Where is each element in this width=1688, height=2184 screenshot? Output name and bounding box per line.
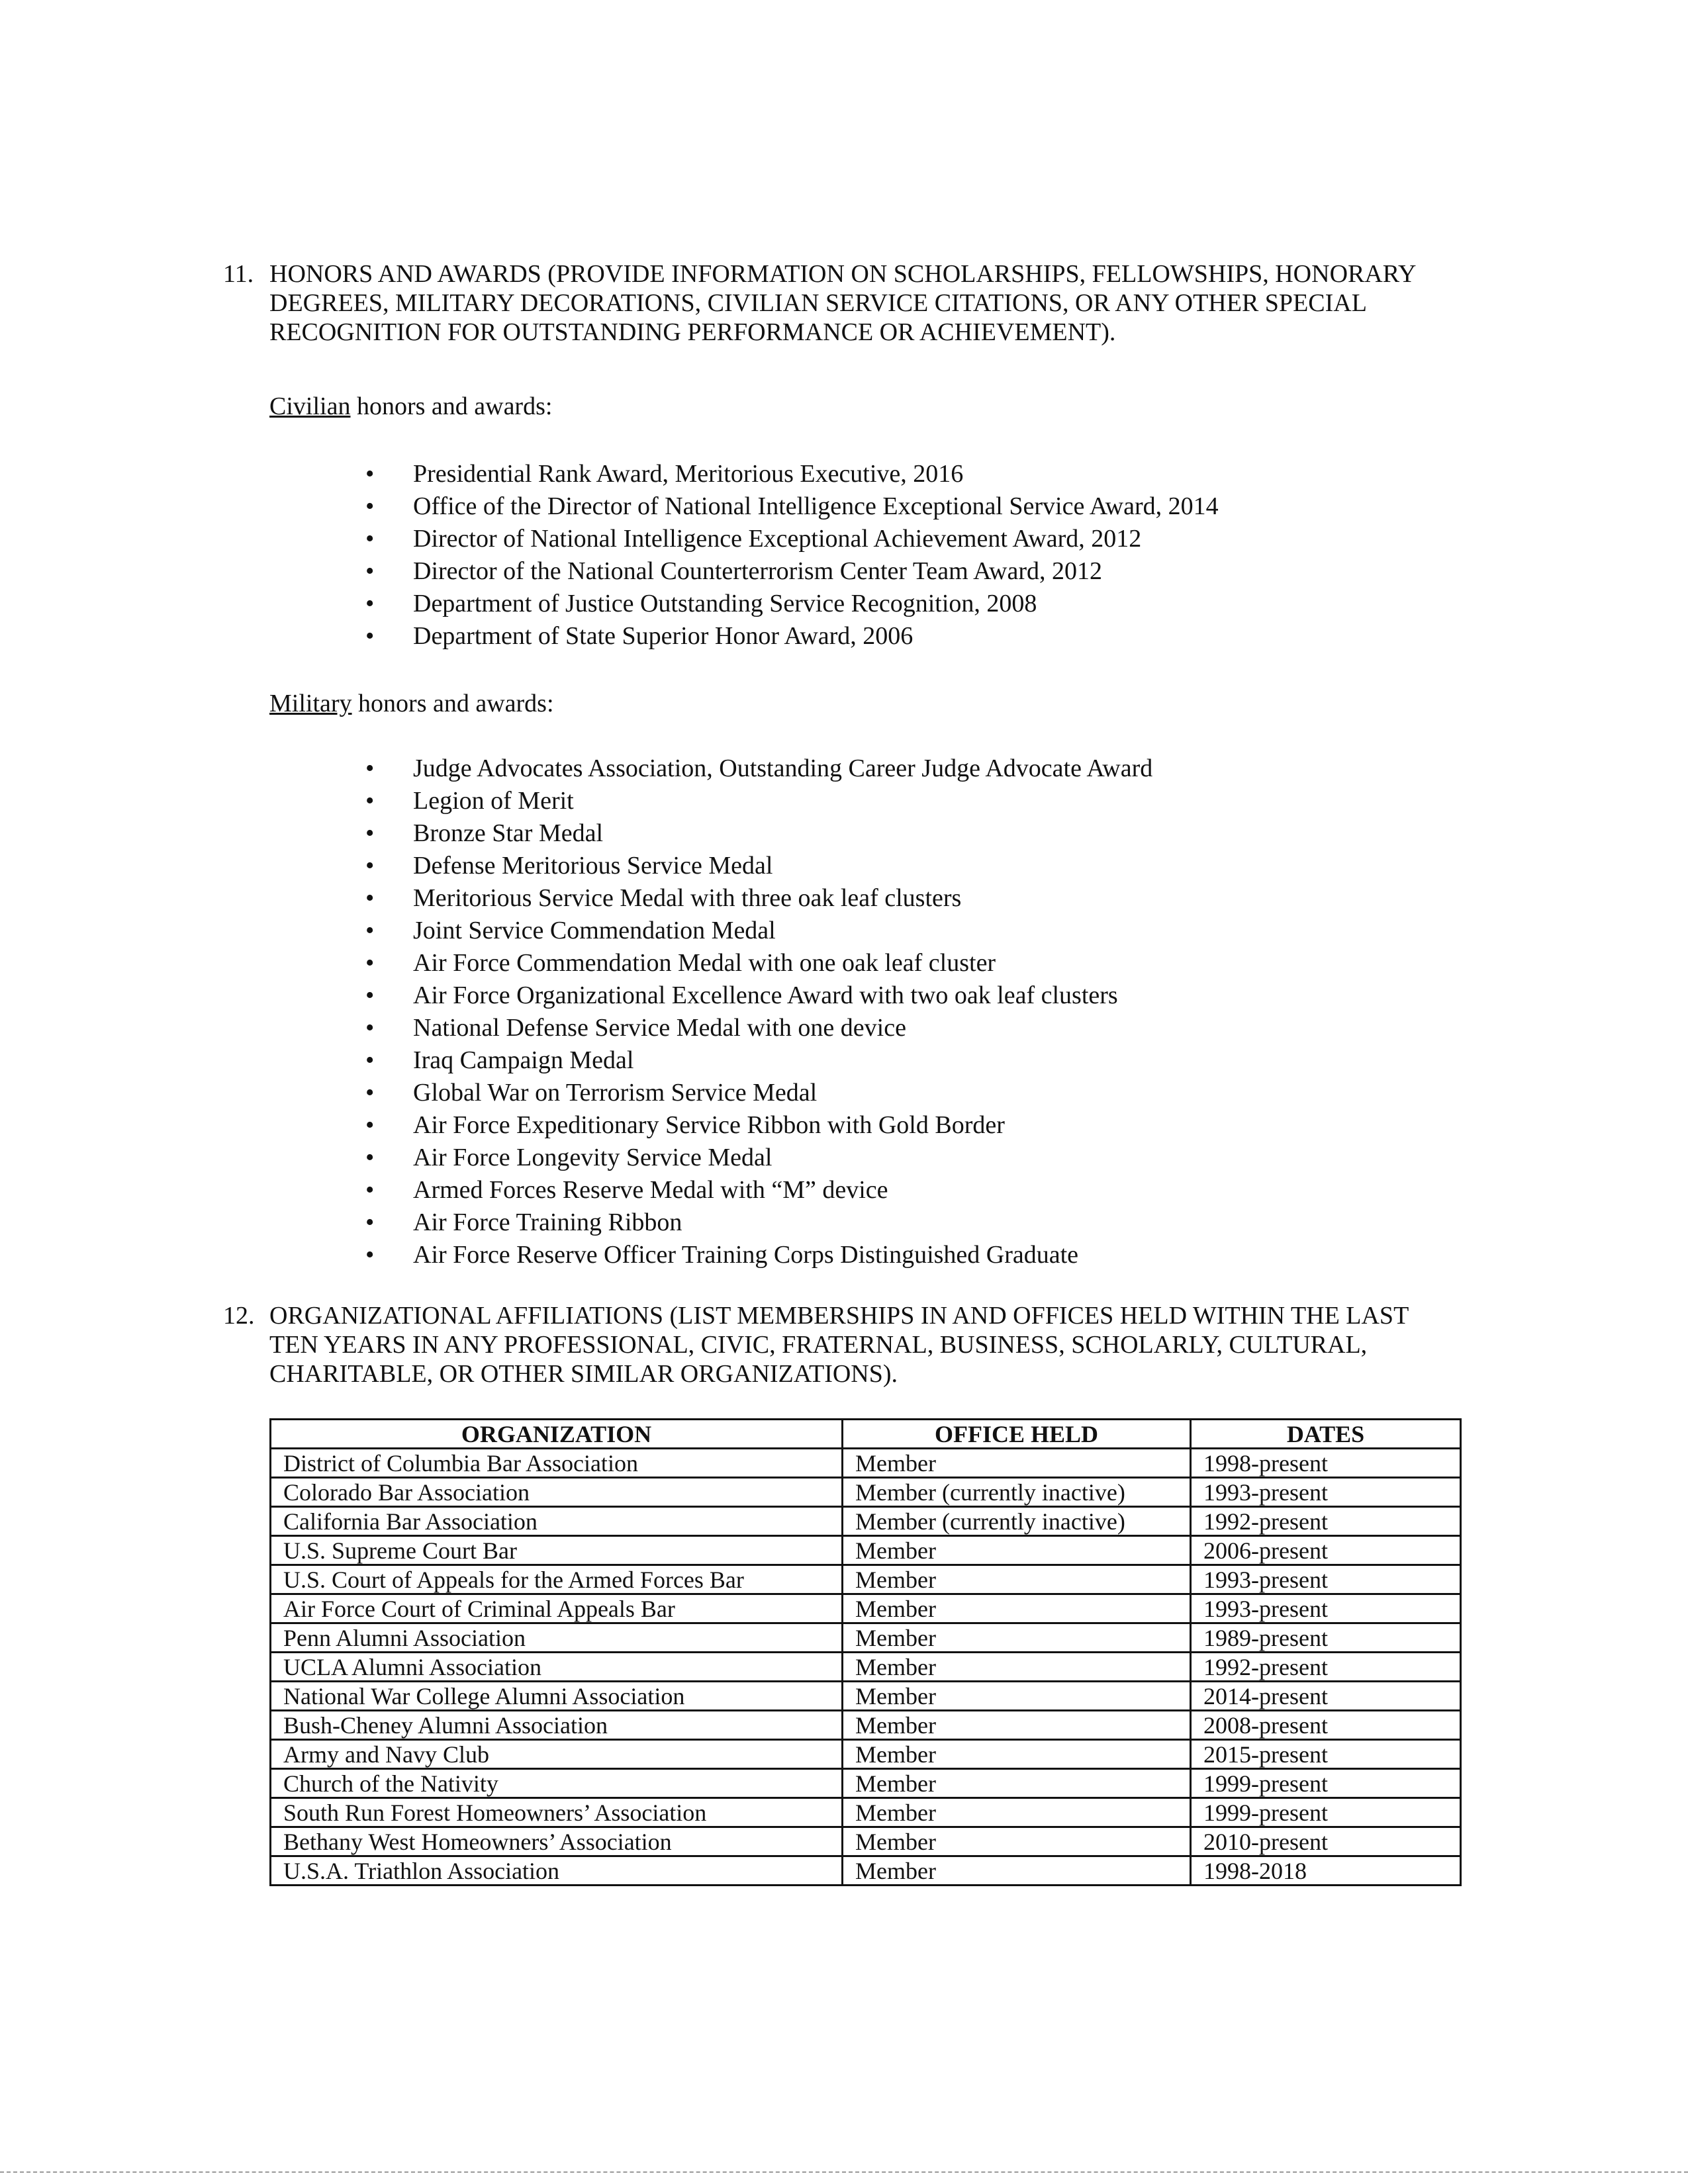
award-text: Director of the National Counterterrorism Center Team Award, 2012 [413, 557, 1103, 585]
award-item [365, 1174, 1152, 1206]
award-item [365, 620, 1219, 653]
award-item [365, 1206, 1152, 1239]
award-item [365, 1012, 1152, 1044]
award-text: Office of the Director of National Intelligence Exceptional Service Award, 2014 [413, 492, 1219, 520]
organization-cell: Penn Alumni Association [271, 1623, 843, 1653]
award-text: Department of State Superior Honor Award, 2006 [413, 622, 914, 650]
award-text: Air Force Training Ribbon [413, 1208, 682, 1236]
award-item [365, 979, 1152, 1012]
dates-cell: 1993-present [1191, 1565, 1461, 1594]
award-item [365, 1142, 1152, 1174]
table-row [271, 1449, 1461, 1478]
organization-cell: U.S.A. Triathlon Association [271, 1856, 843, 1886]
table-row [271, 1565, 1461, 1594]
table-row [271, 1594, 1461, 1623]
civilian-label-rest: honors and awards: [350, 392, 553, 420]
award-item [365, 947, 1152, 979]
organization-cell: National War College Alumni Association [271, 1682, 843, 1711]
award-text: Air Force Expeditionary Service Ribbon with Gold Border [413, 1111, 1005, 1139]
dates-cell: 2006-present [1191, 1536, 1461, 1565]
bullet-icon: • [365, 1111, 375, 1139]
office-held-cell: Member [843, 1769, 1191, 1798]
military-awards-list [365, 752, 1152, 1271]
office-held-cell: Member [843, 1653, 1191, 1682]
table-row [271, 1682, 1461, 1711]
section-title: ORGANIZATIONAL AFFILIATIONS (LIST MEMBERSHIPS IN AND OFFICES HELD WITHIN THE LAST TEN YEARS IN ANY PROFESSIONAL, CIVIC, FRATERNAL, BUSINESS, SCHOLARLY, CULTURAL, CHARITABLE, OR OTHER SIMILAR ORGANIZATIONS). [269, 1302, 1409, 1388]
award-item [365, 915, 1152, 947]
organization-cell: Air Force Court of Criminal Appeals Bar [271, 1594, 843, 1623]
bullet-icon: • [365, 981, 375, 1009]
award-item [365, 523, 1219, 555]
section-number: 12. [223, 1302, 255, 1330]
bullet-icon: • [365, 819, 375, 847]
table-row [271, 1536, 1461, 1565]
dates-cell: 1999-present [1191, 1769, 1461, 1798]
column-header-office-held: OFFICE HELD [843, 1420, 1191, 1449]
award-text: Bronze Star Medal [413, 819, 604, 847]
table-row [271, 1507, 1461, 1536]
bullet-icon: • [365, 1046, 375, 1074]
dates-cell: 2010-present [1191, 1827, 1461, 1856]
award-item [365, 752, 1152, 785]
office-held-cell: Member [843, 1682, 1191, 1711]
bullet-icon: • [365, 754, 375, 782]
bullet-icon: • [365, 1144, 375, 1171]
section-12-heading [223, 1301, 1461, 1388]
office-held-cell: Member [843, 1565, 1191, 1594]
bullet-icon: • [365, 852, 375, 880]
bullet-icon: • [365, 1176, 375, 1204]
office-held-cell: Member [843, 1594, 1191, 1623]
dates-cell: 1993-present [1191, 1594, 1461, 1623]
bullet-icon: • [365, 949, 375, 977]
bullet-icon: • [365, 1241, 375, 1269]
award-item [365, 490, 1219, 523]
organization-cell: California Bar Association [271, 1507, 843, 1536]
award-item [365, 1044, 1152, 1077]
award-text: Department of Justice Outstanding Service Recognition, 2008 [413, 590, 1037, 617]
dates-cell: 1989-present [1191, 1623, 1461, 1653]
table-row [271, 1478, 1461, 1507]
bullet-icon: • [365, 884, 375, 912]
page-bottom-edge [0, 2171, 1688, 2173]
bullet-icon: • [365, 460, 375, 488]
award-text: Air Force Organizational Excellence Award with two oak leaf clusters [413, 981, 1118, 1009]
office-held-cell: Member [843, 1827, 1191, 1856]
section-number: 11. [223, 260, 254, 288]
table-row [271, 1798, 1461, 1827]
bullet-icon: • [365, 590, 375, 617]
award-item [365, 817, 1152, 850]
award-text: Legion of Merit [413, 787, 574, 815]
dates-cell: 1993-present [1191, 1478, 1461, 1507]
award-text: Armed Forces Reserve Medal with “M” device [413, 1176, 888, 1204]
column-header-dates: DATES [1191, 1420, 1461, 1449]
dates-cell: 1992-present [1191, 1507, 1461, 1536]
dates-cell: 1999-present [1191, 1798, 1461, 1827]
table-row [271, 1653, 1461, 1682]
dates-cell: 1998-2018 [1191, 1856, 1461, 1886]
award-text: Air Force Longevity Service Medal [413, 1144, 773, 1171]
table-row [271, 1623, 1461, 1653]
bullet-icon: • [365, 1014, 375, 1042]
award-text: Air Force Reserve Officer Training Corps Distinguished Graduate [413, 1241, 1079, 1269]
award-item [365, 1239, 1152, 1271]
bullet-icon: • [365, 525, 375, 553]
award-item [365, 882, 1152, 915]
office-held-cell: Member [843, 1856, 1191, 1886]
dates-cell: 1998-present [1191, 1449, 1461, 1478]
award-text: Iraq Campaign Medal [413, 1046, 634, 1074]
office-held-cell: Member [843, 1536, 1191, 1565]
military-label-underlined: Military [269, 690, 352, 717]
organization-cell: Army and Navy Club [271, 1740, 843, 1769]
office-held-cell: Member [843, 1449, 1191, 1478]
office-held-cell: Member (currently inactive) [843, 1478, 1191, 1507]
office-held-cell: Member [843, 1798, 1191, 1827]
table-row [271, 1827, 1461, 1856]
award-text: Air Force Commendation Medal with one oak leaf cluster [413, 949, 996, 977]
bullet-icon: • [365, 492, 375, 520]
award-text: National Defense Service Medal with one device [413, 1014, 906, 1042]
award-text: Meritorious Service Medal with three oak leaf clusters [413, 884, 962, 912]
military-label [269, 689, 554, 718]
table-header-row [271, 1420, 1461, 1449]
dates-cell: 2008-present [1191, 1711, 1461, 1740]
award-item [365, 850, 1152, 882]
organization-cell: Bush-Cheney Alumni Association [271, 1711, 843, 1740]
award-text: Joint Service Commendation Medal [413, 917, 776, 944]
section-title: HONORS AND AWARDS (PROVIDE INFORMATION ON SCHOLARSHIPS, FELLOWSHIPS, HONORARY DEGREES, MILITARY DECORATIONS, CIVILIAN SERVICE CITATIONS, OR ANY OTHER SPECIAL RECOGNITION FOR OUTSTANDING PERFORMANCE OR ACHIEVEMENT). [269, 260, 1416, 346]
column-header-organization: ORGANIZATION [271, 1420, 843, 1449]
table-row [271, 1740, 1461, 1769]
organization-cell: U.S. Supreme Court Bar [271, 1536, 843, 1565]
award-item [365, 785, 1152, 817]
bullet-icon: • [365, 1208, 375, 1236]
organization-cell: UCLA Alumni Association [271, 1653, 843, 1682]
table-row [271, 1856, 1461, 1886]
section-11-heading [223, 259, 1461, 347]
civilian-label [269, 392, 552, 421]
table-row [271, 1711, 1461, 1740]
bullet-icon: • [365, 557, 375, 585]
office-held-cell: Member [843, 1740, 1191, 1769]
affiliations-table [269, 1418, 1462, 1886]
dates-cell: 1992-present [1191, 1653, 1461, 1682]
military-label-rest: honors and awards: [352, 690, 554, 717]
award-text: Judge Advocates Association, Outstanding Career Judge Advocate Award [413, 754, 1153, 782]
bullet-icon: • [365, 1079, 375, 1107]
award-text: Director of National Intelligence Exceptional Achievement Award, 2012 [413, 525, 1142, 553]
award-item [365, 1077, 1152, 1109]
award-text: Global War on Terrorism Service Medal [413, 1079, 818, 1107]
award-text: Defense Meritorious Service Medal [413, 852, 773, 880]
bullet-icon: • [365, 787, 375, 815]
organization-cell: South Run Forest Homeowners’ Association [271, 1798, 843, 1827]
bullet-icon: • [365, 622, 375, 650]
dates-cell: 2015-present [1191, 1740, 1461, 1769]
organization-cell: Colorado Bar Association [271, 1478, 843, 1507]
organization-cell: U.S. Court of Appeals for the Armed Forces Bar [271, 1565, 843, 1594]
office-held-cell: Member [843, 1623, 1191, 1653]
office-held-cell: Member [843, 1711, 1191, 1740]
award-item [365, 588, 1219, 620]
civilian-label-underlined: Civilian [269, 392, 351, 420]
award-text: Presidential Rank Award, Meritorious Executive, 2016 [413, 460, 964, 488]
office-held-cell: Member (currently inactive) [843, 1507, 1191, 1536]
organization-cell: Church of the Nativity [271, 1769, 843, 1798]
organization-cell: Bethany West Homeowners’ Association [271, 1827, 843, 1856]
award-item [365, 458, 1219, 490]
award-item [365, 1109, 1152, 1142]
bullet-icon: • [365, 917, 375, 944]
organization-cell: District of Columbia Bar Association [271, 1449, 843, 1478]
civilian-awards-list [365, 458, 1219, 653]
table-row [271, 1769, 1461, 1798]
dates-cell: 2014-present [1191, 1682, 1461, 1711]
award-item [365, 555, 1219, 588]
